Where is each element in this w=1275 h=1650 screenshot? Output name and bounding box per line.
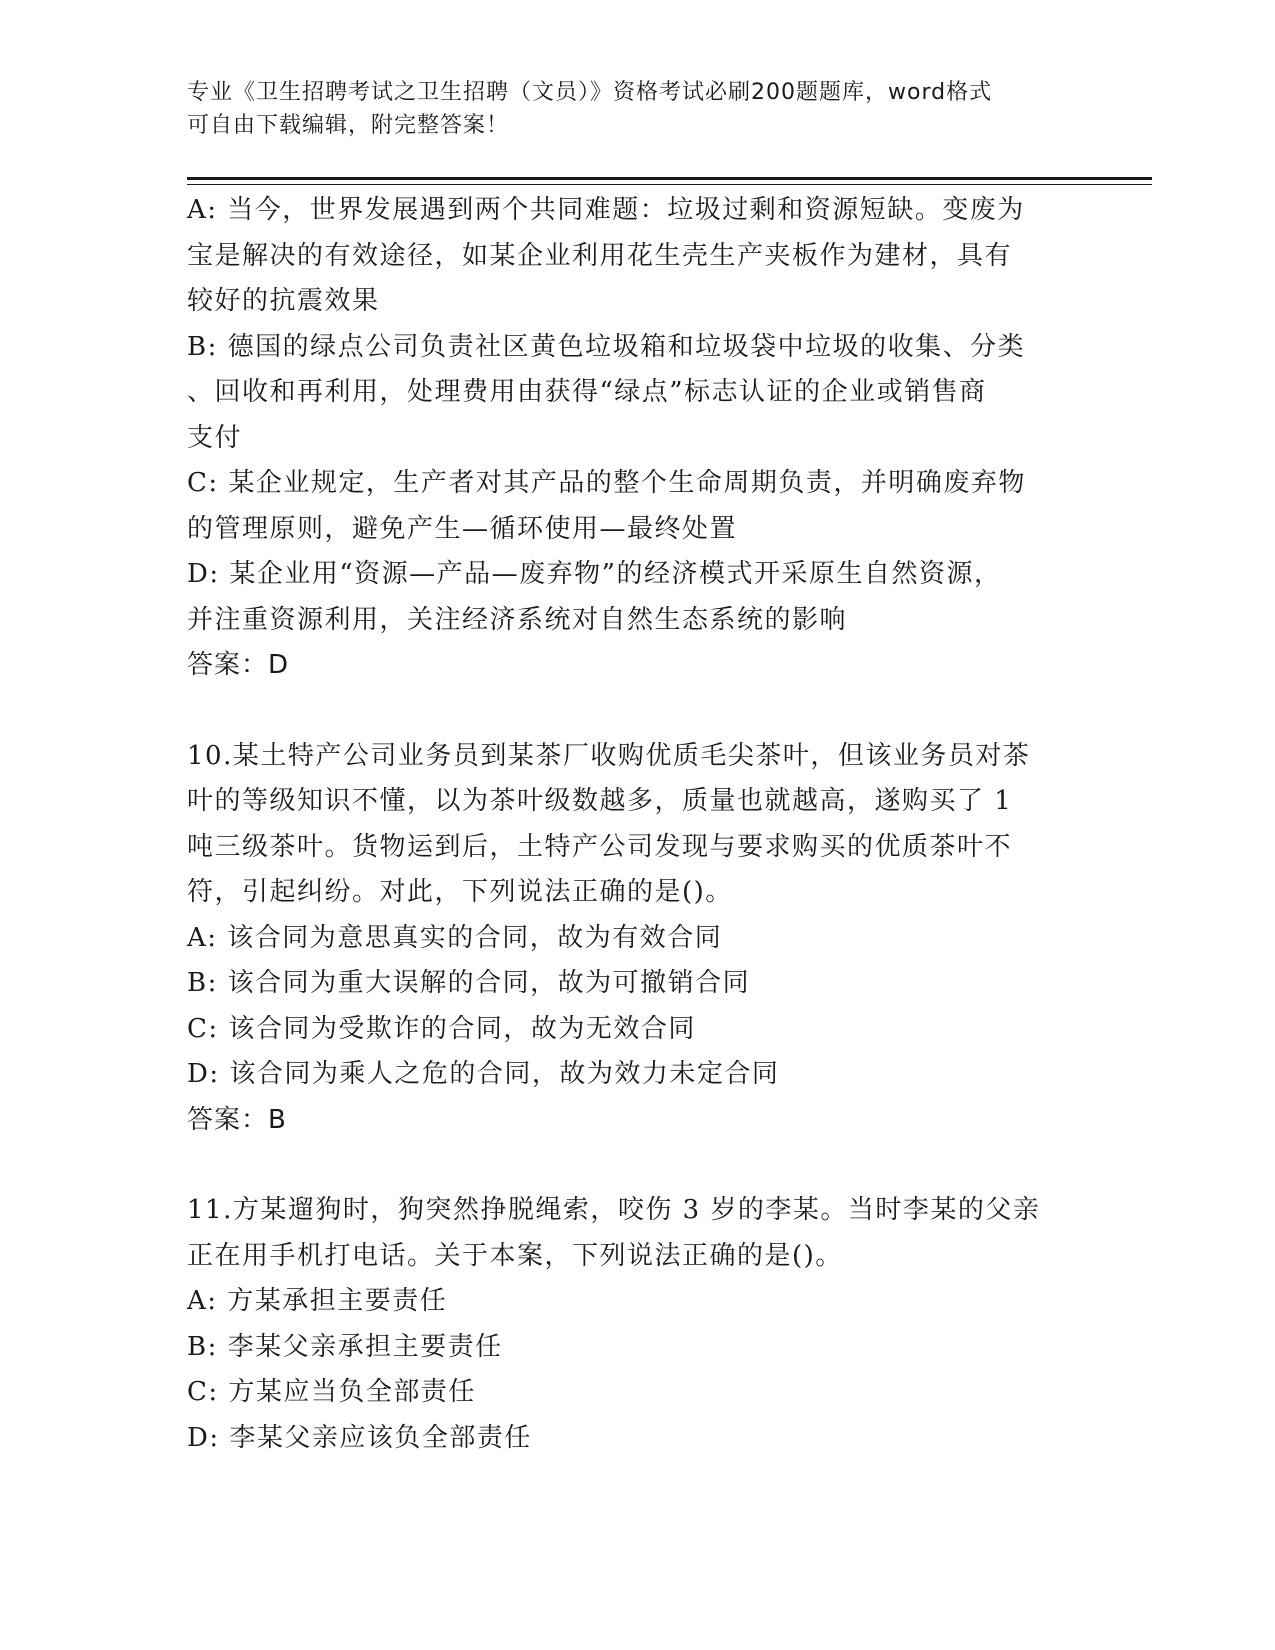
q11-option-b: B: 李某父亲承担主要责任 xyxy=(187,1331,503,1362)
q9-option-a-line-1: A: 当今，世界发展遇到两个共同难题：垃圾过剩和资源短缺。变废为 xyxy=(187,195,1025,225)
q9-option-b-line-1: B: 德国的绿点公司负责社区黄色垃圾箱和垃圾袋中垃圾的收集、分类 xyxy=(187,331,1026,362)
q9-option-d xyxy=(187,552,1082,643)
header-divider-thin xyxy=(187,184,1152,185)
q11-stem-line-2: 正在用手机打电话。关于本案，下列说法正确的是()。 xyxy=(187,1240,843,1271)
question-9 xyxy=(187,188,1082,689)
q9-option-b-line-2: 、回收和再利用，处理费用由获得“绿点”标志认证的企业或销售商 xyxy=(187,377,987,407)
q9-answer: 答案：D xyxy=(187,650,290,680)
q10-answer: 答案：B xyxy=(187,1104,287,1135)
q10-stem-line-2: 叶的等级知识不懂，以为茶叶级数越多，质量也就越高，遂购买了 1 xyxy=(187,786,1013,816)
q9-option-a-line-3: 较好的抗震效果 xyxy=(187,286,380,316)
q10-option-c: C: 该合同为受欺诈的合同，故为无效合同 xyxy=(187,1013,696,1044)
q9-option-d-line-2: 并注重资源利用，关注经济系统对自然生态系统的影响 xyxy=(187,604,848,635)
q10-option-b: B: 该合同为重大误解的合同，故为可撤销合同 xyxy=(187,968,751,998)
q11-option-d: D: 李某父亲应该负全部责任 xyxy=(187,1422,532,1453)
question-11 xyxy=(187,1188,1082,1461)
document-header xyxy=(187,76,1067,142)
q10-option-d: D: 该合同为乘人之危的合同，故为效力未定合同 xyxy=(187,1059,780,1089)
q11-stem xyxy=(187,1188,1082,1279)
header-title-line-1: 专业《卫生招聘考试之卫生招聘（文员）》资格考试必刷200题题库，word格式 xyxy=(187,80,993,105)
q9-option-b-line-3: 支付 xyxy=(187,422,243,453)
q9-option-a-line-2: 宝是解决的有效途径，如某企业利用花生壳生产夹板作为建材，具有 xyxy=(187,240,1013,271)
q11-stem-line-1: 11.方某遛狗时，狗突然挣脱绳索，咬伤 3 岁的李某。当时李某的父亲 xyxy=(187,1195,1041,1225)
q10-stem-line-1: 10.某土特产公司业务员到某茶厂收购优质毛尖茶叶，但该业务员对茶 xyxy=(187,740,1031,771)
q10-stem xyxy=(187,734,1082,916)
question-content xyxy=(187,188,1082,1461)
spacer xyxy=(187,1143,1082,1188)
q11-option-a: A: 方某承担主要责任 xyxy=(187,1286,448,1316)
q9-option-c-line-2: 的管理原则，避免产生—循环使用—最终处置 xyxy=(187,513,738,544)
q9-option-d-line-1: D: 某企业用“资源—产品—废弃物”的经济模式开采原生自然资源， xyxy=(187,559,1002,589)
q9-option-c-line-1: C: 某企业规定，生产者对其产品的整个生命周期负责，并明确废弃物 xyxy=(187,468,1026,498)
q10-stem-line-4: 符，引起纠纷。对此，下列说法正确的是()。 xyxy=(187,877,733,907)
header-divider-thick xyxy=(187,177,1152,180)
q9-option-b xyxy=(187,325,1082,462)
question-10 xyxy=(187,734,1082,1144)
spacer xyxy=(187,689,1082,734)
header-title-line-2: 可自由下载编辑，附完整答案！ xyxy=(187,113,510,138)
q9-option-a xyxy=(187,188,1082,325)
q10-stem-line-3: 吨三级茶叶。货物运到后，土特产公司发现与要求购买的优质茶叶不 xyxy=(187,831,1013,862)
q10-option-a: A: 该合同为意思真实的合同，故为有效合同 xyxy=(187,922,723,953)
q9-option-c xyxy=(187,461,1082,552)
q11-option-c: C: 方某应当负全部责任 xyxy=(187,1377,476,1407)
